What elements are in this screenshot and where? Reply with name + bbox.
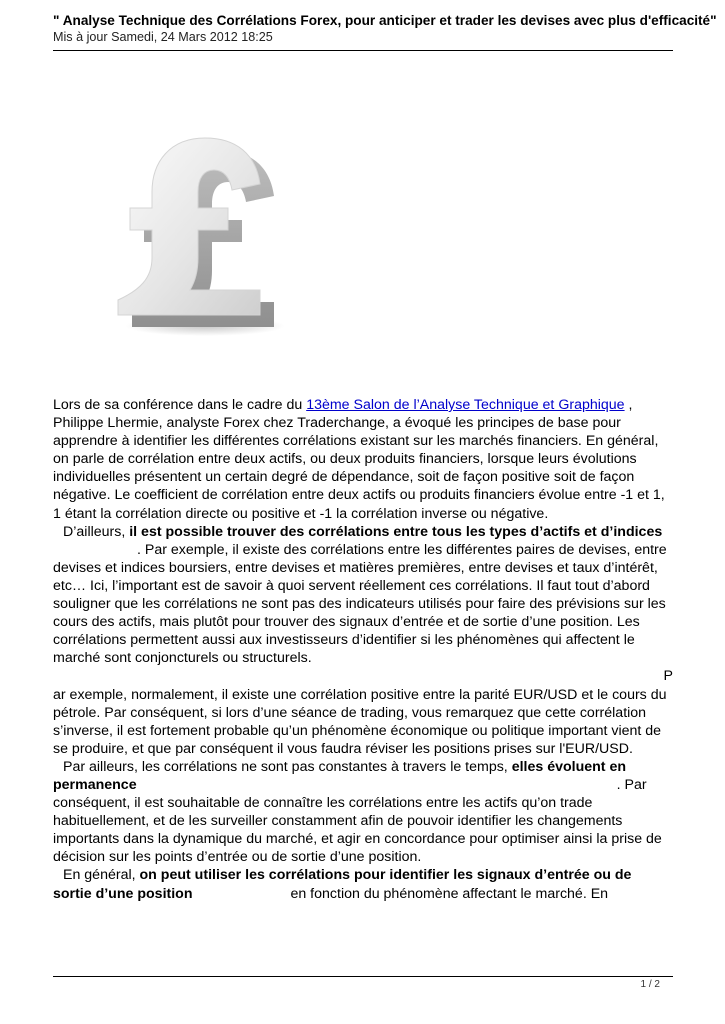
permanence-text-start: Par ailleurs, les corrélations ne sont pas constantes à travers le temps,: [63, 758, 512, 775]
updated-date: Mis à jour Samedi, 24 Mars 2012 18:25: [53, 30, 273, 44]
signals-text-end: en fonction du phénomène affectant le marché. En: [286, 885, 609, 902]
article-body: [53, 396, 673, 903]
assets-bold-text: il est possible trouver des corrélations entre tous les types d’actifs et d’indices: [129, 523, 663, 540]
intro-text-end: , Philippe Lhermie, analyste Forex chez Traderchange, a évoqué les principes de base pour apprendre à identifier les différentes corrélations existant sur les marchés financiers. En général, on parle de corrélation entre deux actifs, ou deux produits financiers, lorsque leurs évolutions individuelles présentent un certain degré de dépendance, soit de façon positive soit de façon négative. Le coefficient de corrélation entre deux actifs ou produits financiers évolue entre -1 et 1, 1 étant la corrélation directe ou positive et -1 la corrélation inverse ou négative.: [53, 397, 665, 522]
salon-link[interactable]: 13ème Salon de l’Analyse Technique et Graphique: [306, 397, 625, 413]
paragraph-assets: [53, 523, 673, 668]
signals-bold-text: on peut utiliser les corrélations pour identifier les signaux d’entrée ou de sortie d’une position: [53, 867, 632, 902]
paragraph-intro: [53, 396, 673, 523]
paragraph-permanence: [53, 758, 673, 867]
page-header: [53, 12, 717, 45]
assets-text-end: . Par exemple, il existe des corrélations entre les différentes paires de devises, entre devises et indices boursiers, entre devises et matières premières, entre devises et taux d’intérêt, etc… Ici, l’important est de savoir à quoi servent réellement ces corrélations. Il faut tout d’abord souligner que les corrélations ne sont pas des indicateurs utilisés pour faire des prévisions sur les cours des actifs, mais plutôt pour trouver des signaux d’entrée et de sortie d’une position. Les corrélations permettent aussi aux investisseurs d’identifier si les phénomènes qui affectent le marché sont conjoncturels ou structurels.: [53, 541, 667, 667]
intro-text-start: Lors de sa conférence dans le cadre du: [53, 397, 307, 413]
permanence-bold-text: elles évoluent en permanence: [53, 758, 627, 793]
document-title: " Analyse Technique des Corrélations Forex, pour anticiper et trader les devises avec plus d'efficacité": [53, 13, 717, 28]
footer-divider: [53, 976, 673, 977]
pound-sign-3d-icon: [110, 130, 285, 340]
assets-text-start: D’ailleurs,: [63, 523, 130, 540]
header-divider: [53, 50, 673, 51]
paragraph-example: ar exemple, normalement, il existe une corrélation positive entre la parité EUR/USD et le cours du pétrole. Par conséquent, si lors d’une séance de trading, vous remarquez que cette corrélation s’inverse, il est fortement probable qu’un phénomène économique ou politique important vient de se produire, et que par conséquent il vous faudra réviser les positions prises sur l'EUR/USD.: [53, 686, 667, 757]
paragraph-signals: [53, 866, 673, 902]
permanence-text-end: . Par conséquent, il est souhaitable de connaître les corrélations entre les actifs qu’on trade habituellement, et de les surveiller constamment afin de pouvoir identifier les changements importants dans la dynamique du marché, et agir en concordance pour optimiser ainsi la prise de décision sur les points d’entrée ou de sortie d’une position.: [53, 776, 662, 866]
page-number: 1 / 2: [640, 979, 660, 990]
signals-text-start: En général,: [63, 867, 140, 884]
stray-letter: P: [663, 668, 673, 685]
